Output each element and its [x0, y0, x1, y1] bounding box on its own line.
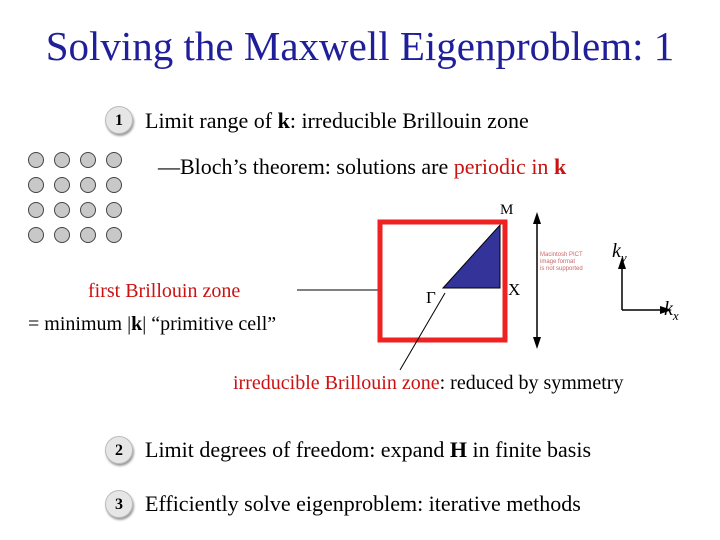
bullet-2: 2 — [105, 436, 133, 464]
item-1-pre: Limit range of — [145, 108, 278, 133]
item-2-post: in finite basis — [466, 437, 592, 462]
irreducible-rest: : reduced by symmetry — [439, 372, 624, 394]
pict-placeholder — [540, 252, 600, 273]
irreducible-pointer — [400, 293, 445, 370]
irreducible-zone-triangle — [443, 225, 500, 288]
primitive-post: | “primitive cell” — [142, 313, 277, 335]
pict-line-2: image format — [540, 259, 576, 265]
item-2-pre: Limit degrees of freedom: expand — [145, 437, 450, 462]
irreducible-red: irreducible Brillouin zone — [233, 372, 440, 394]
bullet-3: 3 — [105, 490, 133, 518]
ky-base: k — [612, 240, 621, 262]
primitive-cell-label — [28, 313, 276, 336]
arrow-up-head — [533, 212, 541, 224]
item-2-bold: H — [449, 437, 467, 462]
bloch-bold: k — [553, 154, 567, 179]
bloch-pre: —Bloch’s theorem: solutions are — [158, 154, 454, 179]
primitive-pre: = minimum | — [28, 313, 132, 335]
slide-title: Solving the Maxwell Eigenproblem: 1 — [45, 23, 675, 69]
ky-sub: y — [620, 250, 627, 265]
label-X: X — [508, 280, 521, 299]
label-Gamma: Γ — [426, 288, 436, 307]
bloch-red: periodic in — [453, 154, 554, 179]
label-M: M — [500, 202, 514, 218]
item-3-text: Efficiently solve eigenproblem: iterative methods — [145, 491, 581, 516]
kx-base: k — [664, 298, 673, 320]
bullet-1: 1 — [105, 106, 133, 134]
irreducible-zone-label — [233, 372, 623, 395]
label-kx — [664, 298, 679, 324]
item-2-text — [145, 437, 591, 463]
first-zone-label: first Brillouin zone — [88, 280, 241, 302]
kx-sub: x — [672, 308, 679, 323]
pict-line-1: Macintosh PICT — [540, 252, 583, 258]
pict-line-3: is not supported — [540, 266, 583, 272]
primitive-bold: k — [131, 313, 143, 335]
item-1-bold: k — [277, 108, 290, 133]
item-1-post: : irreducible Brillouin zone — [289, 108, 529, 133]
label-ky — [612, 240, 627, 266]
arrow-down-head — [533, 337, 541, 349]
